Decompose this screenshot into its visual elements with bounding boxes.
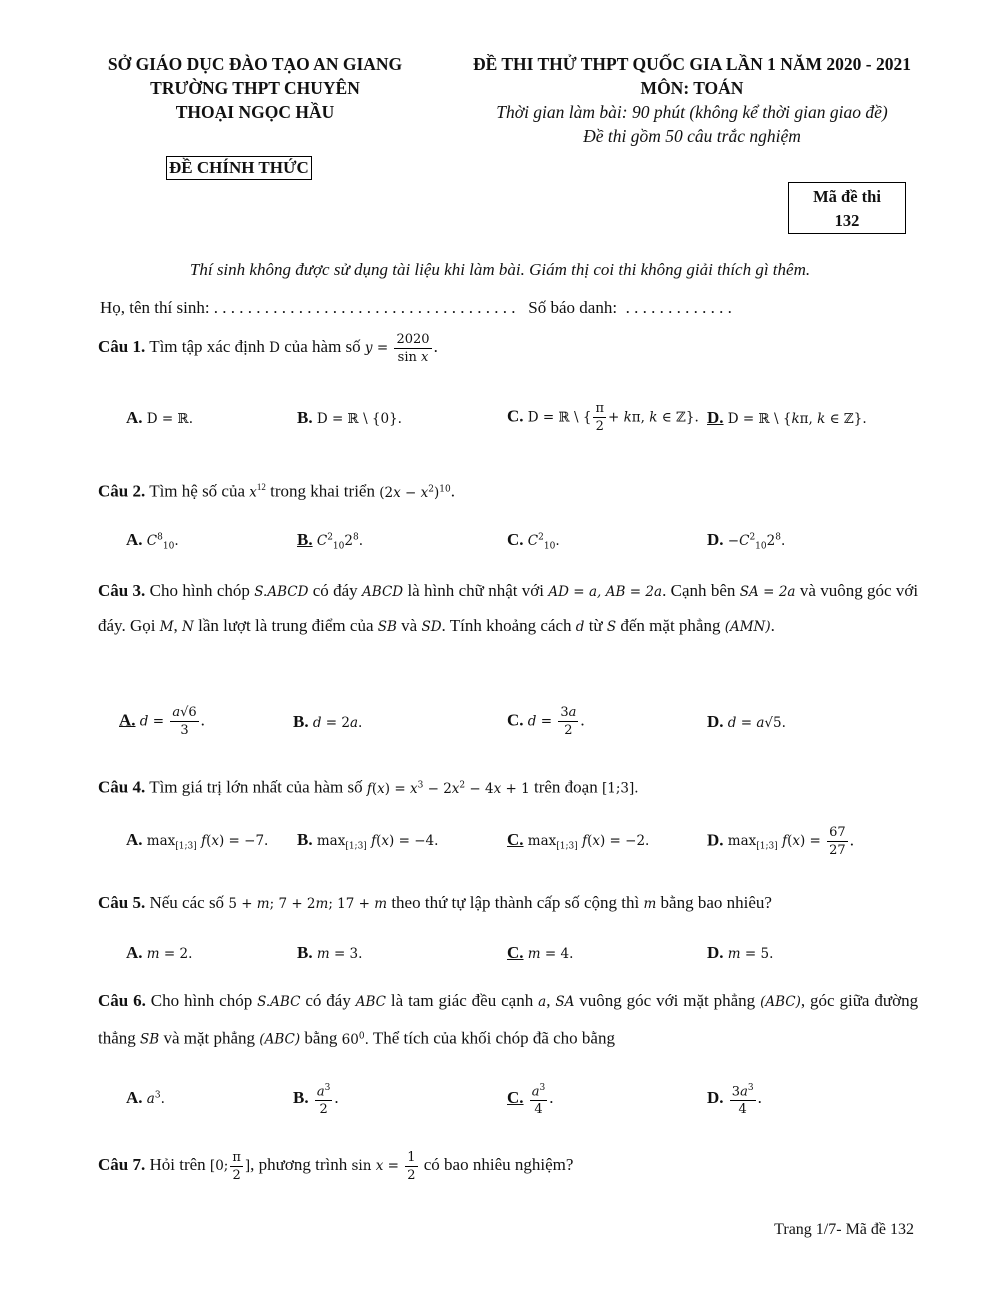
exam-time: Thời gian làm bài: 90 phút (không kể thời gian giao đề)	[496, 102, 888, 122]
question-4: Câu 4. Tìm giá trị lớn nhất của hàm số $f(x) = x^3 - 2x^2 - 4x + 1$ trên đoạn [1;3].	[98, 777, 639, 797]
question-2: Câu 2. Tìm hệ số của $x^{12}$ trong khai triển $(2x - x^2)^{10}$.	[98, 481, 455, 501]
q5-option-d[interactable]: D. m = 5.	[707, 943, 774, 962]
q5-option-a[interactable]: A. m = 2.	[126, 943, 193, 962]
exam-code-box	[788, 182, 906, 234]
question-text: Tìm tập xác định	[149, 337, 265, 356]
department-name: SỞ GIÁO DỤC ĐÀO TẠO AN GIANG	[107, 54, 403, 74]
q4-option-a[interactable]: A. $\max_{[1;3]} f(x) = -7$.	[126, 830, 269, 852]
question-label: Câu 1.	[98, 337, 146, 356]
q6-option-d[interactable]: D. $\frac{3a^3}{4}$ .	[707, 1080, 762, 1118]
official-badge: ĐỀ CHÍNH THỨC	[166, 156, 312, 180]
question-text: Tìm hệ số của	[149, 481, 246, 501]
q2-option-b[interactable]: B. $C^2_{10}2^8$.	[297, 530, 363, 552]
q3-option-d[interactable]: D. d = a√5.	[707, 712, 786, 731]
q4-option-b[interactable]: B. $\max_{[1;3]} f(x) = -4$.	[297, 830, 439, 852]
q1-option-c[interactable]: C. D = ℝ \ { $\frac{\pi}{2}$ + kπ, k ∈ ℤ}.	[507, 401, 699, 434]
question-7: Câu 7. Hỏi trên [0; $\frac{\pi}{2}$ ], phương trình sin x = $\frac{1}{2}$ có bao nhiêu nghiệm?	[98, 1149, 574, 1183]
q1-option-b[interactable]: B. D = ℝ \ {0}.	[297, 408, 402, 427]
question-6: Câu 6. Cho hình chóp S.ABC có đáy ABC là tam giác đều cạnh a, SA vuông góc với mặt phẳng (ABC), góc giữa đường thẳng SB và mặt phẳng (ABC) bằng $60^0$. Thể tích của khối chóp đã cho bằng	[98, 991, 919, 1048]
exam-subject: MÔN: TOÁN	[640, 78, 744, 98]
exam-count: Đề thi gồm 50 câu trắc nghiệm	[583, 126, 801, 146]
q4-option-c[interactable]: C. $\max_{[1;3]} f(x) = -2$.	[507, 830, 650, 852]
question-text: của hàm số	[284, 337, 361, 356]
question-text: trong khai triển	[270, 481, 375, 501]
question-5: Câu 5. Nếu các số 5 + m; 7 + 2m; 17 + m theo thứ tự lập thành cấp số cộng thì m bằng bao nhiêu?	[98, 893, 772, 912]
q2-option-c[interactable]: C. $C^2_{10}$.	[507, 530, 560, 552]
q3-option-a[interactable]: A. d = $\frac{a√6}{3}$ .	[119, 705, 205, 738]
question-label: Câu 2.	[98, 481, 146, 501]
q2-option-a[interactable]: A. $C^8_{10}$.	[126, 530, 179, 552]
q5-option-b[interactable]: B. m = 3.	[297, 943, 363, 962]
school-name-line2: THOẠI NGỌC HẦU	[175, 102, 335, 122]
exam-title: ĐỀ THI THỬ THPT QUỐC GIA LẦN 1 NĂM 2020 - 2021	[472, 54, 912, 74]
notice: Thí sinh không được sử dụng tài liệu khi làm bài. Giám thị coi thi không giải thích gì thêm.	[189, 260, 811, 279]
question-1: Câu 1. Tìm tập xác định D của hàm số y = $\frac{2020}{\text{sin x}}$ .	[98, 331, 438, 365]
q2-option-d[interactable]: D. $-C^2_{10}2^8$.	[707, 530, 786, 552]
exam-header	[442, 52, 942, 148]
school-header	[85, 52, 425, 124]
school-name-line1: TRƯỜNG THPT CHUYÊN	[150, 78, 360, 98]
q5-option-c[interactable]: C. m = 4.	[507, 943, 574, 962]
exam-code-label: Mã đề thi	[813, 187, 881, 206]
page-footer: Trang 1/7- Mã đề 132	[774, 1221, 914, 1238]
q6-option-a[interactable]: A. $a^3$.	[126, 1088, 165, 1107]
q6-option-b[interactable]: B. $\frac{a^3}{2}$ .	[293, 1080, 339, 1118]
candidate-info: Họ, tên thí sinh: . . . . . . . . . . . . . . . . . . . . . . . . . . . . . . . . . . . . Số báo danh: . . . . . . . . . . . . .	[100, 298, 732, 317]
q3-option-b[interactable]: B. d = 2a.	[293, 712, 363, 731]
exam-code: 132	[834, 211, 860, 230]
q6-option-c[interactable]: C. $\frac{a^3}{4}$ .	[507, 1080, 554, 1118]
q3-option-c[interactable]: C. d = $\frac{3a}{2}$ .	[507, 705, 585, 738]
question-3: Câu 3. Cho hình chóp S.ABCD có đáy ABCD là hình chữ nhật với AD = a, AB = 2a. Cạnh bên SA = 2a và vuông góc với đáy. Gọi M, N lần lượt là trung điểm của SB và SD. Tính khoảng cách d từ S đến mặt phẳng (AMN).	[98, 581, 919, 635]
q4-option-d[interactable]: D. $\max_{[1;3]} f(x)$ = $\frac{67}{27}$ .	[707, 825, 854, 858]
q1-option-d[interactable]: D. D = ℝ \ {kπ, k ∈ ℤ}.	[707, 408, 867, 427]
q1-option-a[interactable]: A. D = ℝ.	[126, 408, 194, 427]
